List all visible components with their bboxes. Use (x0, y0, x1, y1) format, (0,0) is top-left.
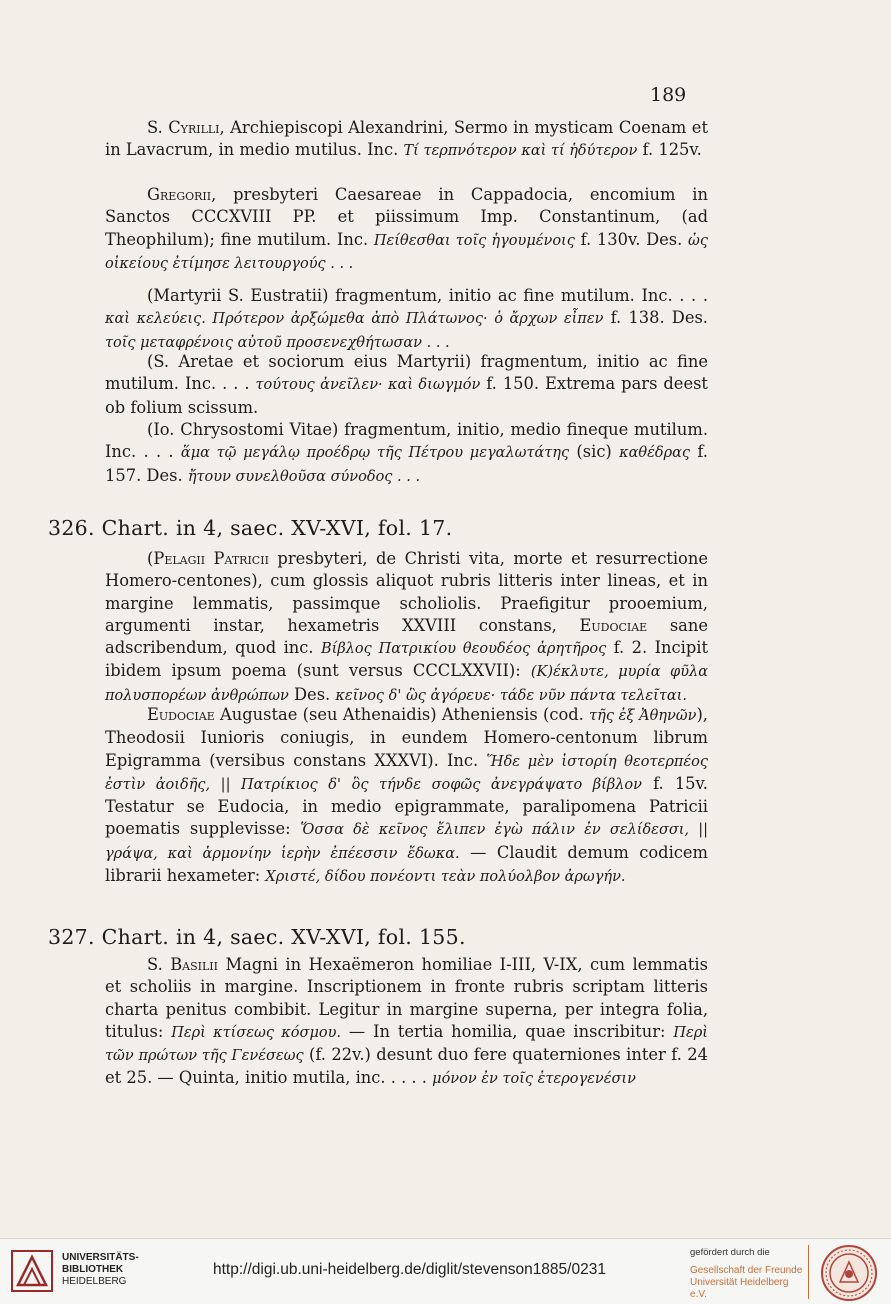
greek-quotation: μόνον ἐν τοῖς ἑτερογενέσιν (432, 1071, 636, 1088)
entry-aretae (105, 351, 708, 419)
entry-text: — Claudit demum codicem librarii hexameter: (105, 842, 708, 886)
greek-quotation: ἤτουν συνελθοῦσα σύνοδος . . . (187, 468, 421, 485)
source-url-link[interactable]: http://digi.ub.uni-heidelberg.de/diglit/stevenson1885/0231 (213, 1261, 606, 1278)
entry-text: f. 15v. Testatur se Eudocia, in medio epigrammate, paralipomena Patricii poematis supplevisse: (105, 773, 708, 839)
entry-text: Des. (288, 684, 336, 704)
greek-quotation: (Κ)έκλυτε, μυρία φῦλα πολυσπορέων ἀνθρώπων (105, 664, 708, 704)
entry-text: sane adscribendum, quod inc. (105, 615, 708, 658)
entry-text: (Martyrii S. Eustratii) fragmentum, initio ac fine mutilum. Inc. . . . (147, 286, 708, 305)
entry-gregorii (105, 184, 708, 275)
entry-text: f. 157. Des. (105, 442, 708, 485)
university-seal-icon (820, 1244, 878, 1302)
entry-text: f. 138. Des. (603, 308, 708, 328)
author-name: S. Basilii (147, 955, 218, 974)
author-name: S. Cyrilli, (147, 118, 225, 137)
entry-text: Augustae (seu Athenaidis) Atheniensis (cod. (214, 705, 590, 724)
entry-text: (Io. Chrysostomi Vitae) fragmentum, initio, medio fineque mutilum. Inc. . . . (105, 420, 708, 462)
author-name: Eudociae (579, 615, 648, 635)
entry-text: ), Theodosii Iunioris coniugis, in eundem Homero-centonum librum Epigramma (versibus constans XXXVI). Inc. (105, 705, 708, 770)
footer-divider (808, 1245, 809, 1299)
greek-quotation: καὶ κελεύεις. Πρότερον ἀρξώμεθα ἀπὸ Πλάτωνος· ὁ ἄρχων εἶπεν (105, 311, 604, 328)
greek-quotation: κεῖνος δ' ὣς ἀγόρευε· τάδε νῦν πάντα τελεῖται. (335, 687, 687, 704)
entry-text: f. 2. Incipit ibidem ipsum poema (sunt versus CCCLXXVII): (105, 638, 708, 681)
greek-quotation: τούτους ἀνεῖλεν· καὶ διωγμόν (255, 377, 481, 394)
page-number: 189 (650, 84, 687, 106)
entry-chrysostomi (105, 419, 708, 488)
sponsor-name-line2: Universität Heidelberg e.V. (690, 1277, 789, 1300)
author-name: Eudociae (147, 705, 215, 724)
author-name: Pelagii Patricii (153, 549, 269, 568)
sponsor-name-line1: Gesellschaft der Freunde (690, 1265, 803, 1276)
entry-pelagii (105, 548, 708, 707)
footer-bar (0, 1238, 891, 1304)
entry-text: f. 125v. (637, 140, 702, 160)
greek-quotation: Τί τερπνότερον καὶ τί ἡδύτερον (403, 143, 638, 160)
entry-eudociae (105, 704, 708, 888)
greek-quotation: Περὶ κτίσεως κόσμου. (171, 1024, 342, 1041)
greek-quotation: Ἥδε μὲν ἱστορίη θεοτερπέος ἐστὶν ἀοιδῆς, || Πατρίκιος δ' ὃς τήνδε σοφῶς ἀνεγράψατο βίβλον (105, 753, 708, 793)
entry-text: presbyteri Caesareae in Cappadocia, encomium in Sanctos CCCXVIII PP. et piissimum Imp. Constantinum, (ad Theophilum); fine mutilum. Inc. (105, 185, 708, 249)
greek-quotation: Περὶ τῶν πρώτων τῆς Γενέσεως (105, 1024, 708, 1065)
entry-cyrilli (105, 117, 708, 163)
greek-quotation: τοῖς μεταφρένοις αὐτοῦ προσενεχθήτωσαν . . . (105, 334, 450, 351)
sponsor-credit (690, 1247, 805, 1301)
entry-text: ( (147, 549, 154, 568)
greek-quotation: Βίβλος Πατρικίου θεουδέος ἀρητῆρος (321, 641, 607, 658)
entry-martyrii (105, 285, 708, 354)
greek-quotation: ἅμα τῷ μεγάλῳ προέδρῳ τῆς Πέτρου μεγαλωτάτης (180, 445, 570, 462)
greek-quotation: τῆς ἐξ Ἀθηνῶν (589, 708, 697, 724)
entry-text: (S. Aretae et sociorum eius Martyrii) fragmentum, initio ac fine mutilum. Inc. . . . (105, 352, 708, 394)
greek-quotation: καθέδρας (619, 445, 691, 462)
sponsor-label: gefördert durch die (690, 1247, 770, 1258)
entry-text: Magni in Hexaëmeron homiliae I-III, V-IX, cum lemmatis et scholiis in margine. Inscriptionem in fronte rubris scriptam litteris charta penitus combibit. Legitur in margine superna, per integra folia, titulus: (105, 955, 708, 1041)
entry-text: Archiepiscopi Alexandrini, Sermo in mysticam Coenam et in Lavacrum, in medio mutilus. Inc. (105, 118, 708, 160)
university-library-logo-icon (10, 1249, 54, 1293)
entry-text: (f. 22v.) desunt duo fere quaterniones inter f. 24 et 25. — Quinta, initio mutila, inc. . . . . (105, 1045, 708, 1088)
greek-quotation: Ὅσσα δὲ κεῖνος ἔλιπεν ἐγὼ πάλιν ἐν σελίδεσσι, || γράψα, καὶ ἁρμονίην ἱερὴν ἐπέεσσιν ἔδωκα. (105, 822, 708, 862)
entry-text: (sic) (569, 442, 620, 462)
entry-text: — In tertia homilia, quae inscribitur: (341, 1021, 674, 1041)
greek-quotation: Πείθεσθαι τοῖς ἡγουμένοις (373, 232, 575, 249)
library-name: UNIVERSITÄTS- BIBLIOTHEK HEIDELBERG (62, 1252, 139, 1287)
entry-basilii (105, 954, 708, 1091)
entry-text: f. 150. Extrema pars deest ob folium scissum. (105, 374, 708, 417)
entry-text: presbyteri, de Christi vita, morte et resurrectione Homero-centones), cum glossis aliquot rubris litteris inter lineas, et in margine lemmatis, passimque scholiolis. Praefigitur prooemium, argumenti instar, hexametris XXVIII constans, (105, 549, 708, 635)
greek-quotation: ὡς οἰκείους ἐτίμησε λειτουργούς . . . (105, 232, 708, 272)
entry-text: f. 130v. Des. (574, 229, 689, 249)
author-name: Gregorii, (147, 185, 217, 204)
heading-326: 326. Chart. in 4, saec. XV-XVI, fol. 17. (48, 516, 453, 540)
heading-327: 327. Chart. in 4, saec. XV-XVI, fol. 155. (48, 925, 466, 949)
greek-quotation: Χριστέ, δίδου πονέοντι τεὰν πολύολβον ἀρωγήν. (265, 869, 626, 886)
